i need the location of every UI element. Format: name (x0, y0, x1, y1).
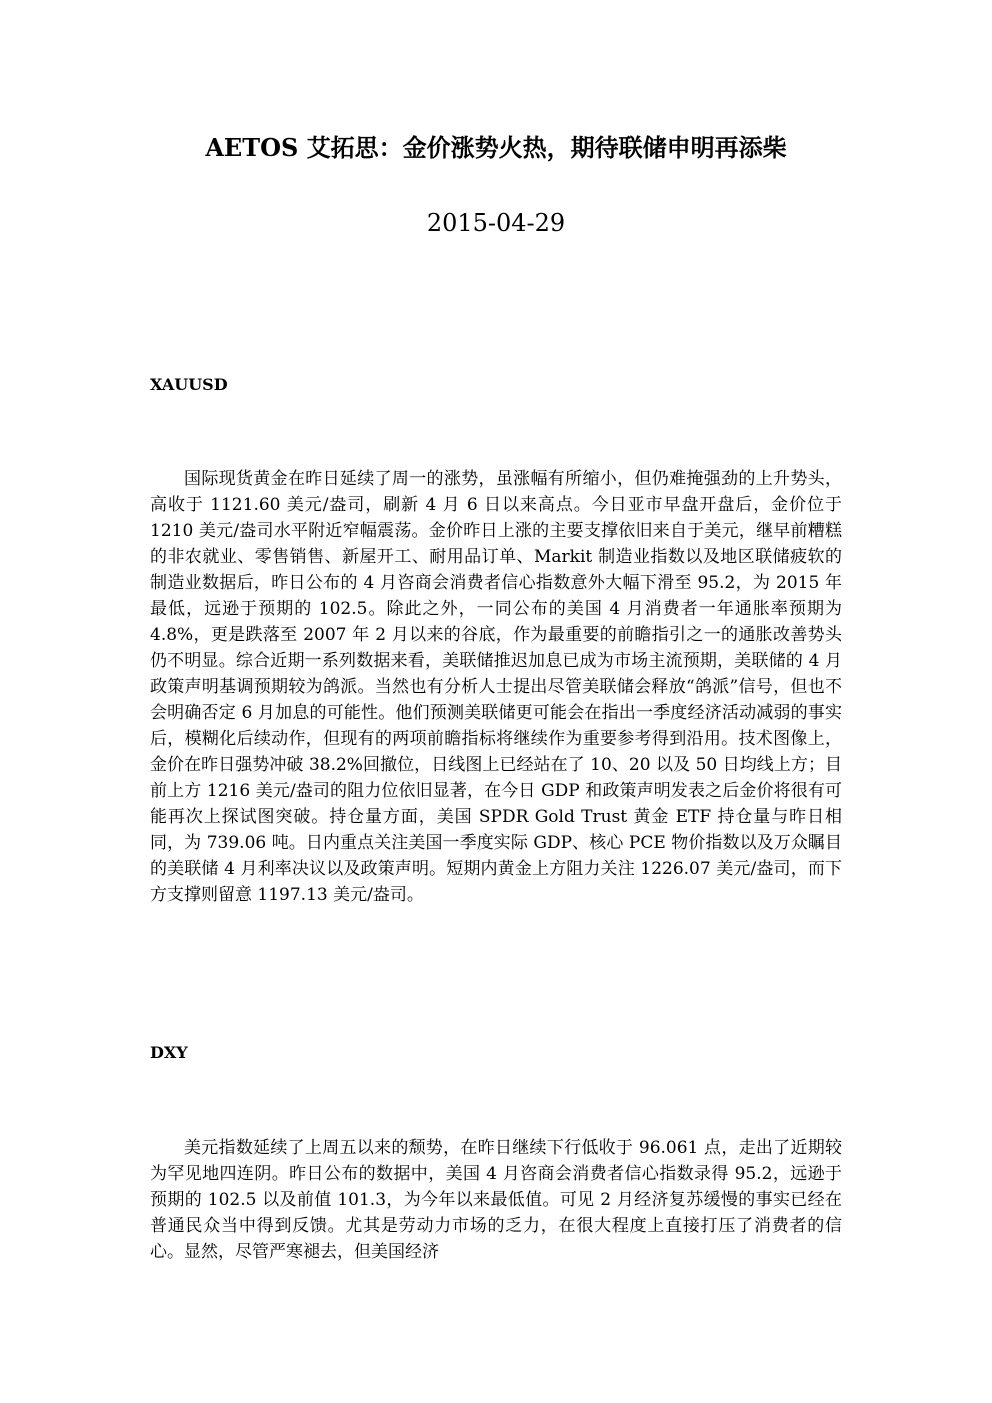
section-paragraph-xauusd: 国际现货黄金在昨日延续了周一的涨势，虽涨幅有所缩小，但仍难掩强劲的上升势头，高收于 1121.60 美元/盎司，刷新 4 月 6 日以来高点。今日亚市早盘开盘后，金价位于 1210 美元/盎司水平附近窄幅震荡。金价昨日上涨的主要支撑依旧来自于美元，继早前糟糕的非农就业、零售销售、新屋开工、耐用品订单、Markit 制造业指数以及地区联储疲软的制造业数据后，昨日公布的 4 月咨商会消费者信心指数意外大幅下滑至 95.2，为 2015 年最低，远逊于预期的 102.5。除此之外，一同公布的美国 4 月消费者一年通胀率预期为 4.8%，更是跌落至 2007 年 2 月以来的谷底，作为最重要的前瞻指引之一的通胀改善势头仍不明显。综合近期一系列数据来看，美联储推迟加息已成为市场主流预期，美联储的 4 月政策声明基调预期较为鸽派。当然也有分析人士提出尽管美联储会释放“鸽派”信号，但也不会明确否定 6 月加息的可能性。他们预测美联储更可能会在指出一季度经济活动减弱的事实后，模糊化后续动作，但现有的两项前瞻指标将继续作为重要参考得到沿用。技术图像上，金价在昨日强势冲破 38.2%回撤位，日线图上已经站在了 10、20 以及 50 日均线上方；目前上方 1216 美元/盎司的阻力位依旧显著，在今日 GDP 和政策声明发表之后金价将很有可能再次上探试图突破。持仓量方面，美国 SPDR Gold Trust 黄金 ETF 持仓量与昨日相同，为 739.06 吨。日内重点关注美国一季度实际 GDP、核心 PCE 物价指数以及万众瞩目的美联储 4 月利率决议以及政策声明。短期内黄金上方阻力关注 1226.07 美元/盎司，而下方支撑则留意 1197.13 美元/盎司。 (150, 469, 842, 905)
document-title: AETOS 艾拓思：金价涨势火热，期待联储申明再添柴 (205, 133, 787, 162)
section-paragraph-dxy: 美元指数延续了上周五以来的颓势，在昨日继续下行低收于 96.061 点，走出了近期较为罕见地四连阴。昨日公布的数据中，美国 4 月咨商会消费者信心指数录得 95.2，远逊于预期的 102.5 以及前值 101.3，为今年以来最低值。可见 2 月经济复苏缓慢的事实已经在普通民众当中得到反馈。尤其是劳动力市场的乏力，在很大程度上直接打压了消费者的信心。显然，尽管严寒褪去，但美国经济 (150, 1138, 842, 1262)
document-date: 2015-04-29 (426, 209, 566, 237)
section-heading-dxy: DXY (150, 1043, 188, 1062)
section-heading-xauusd: XAUUSD (150, 375, 228, 394)
